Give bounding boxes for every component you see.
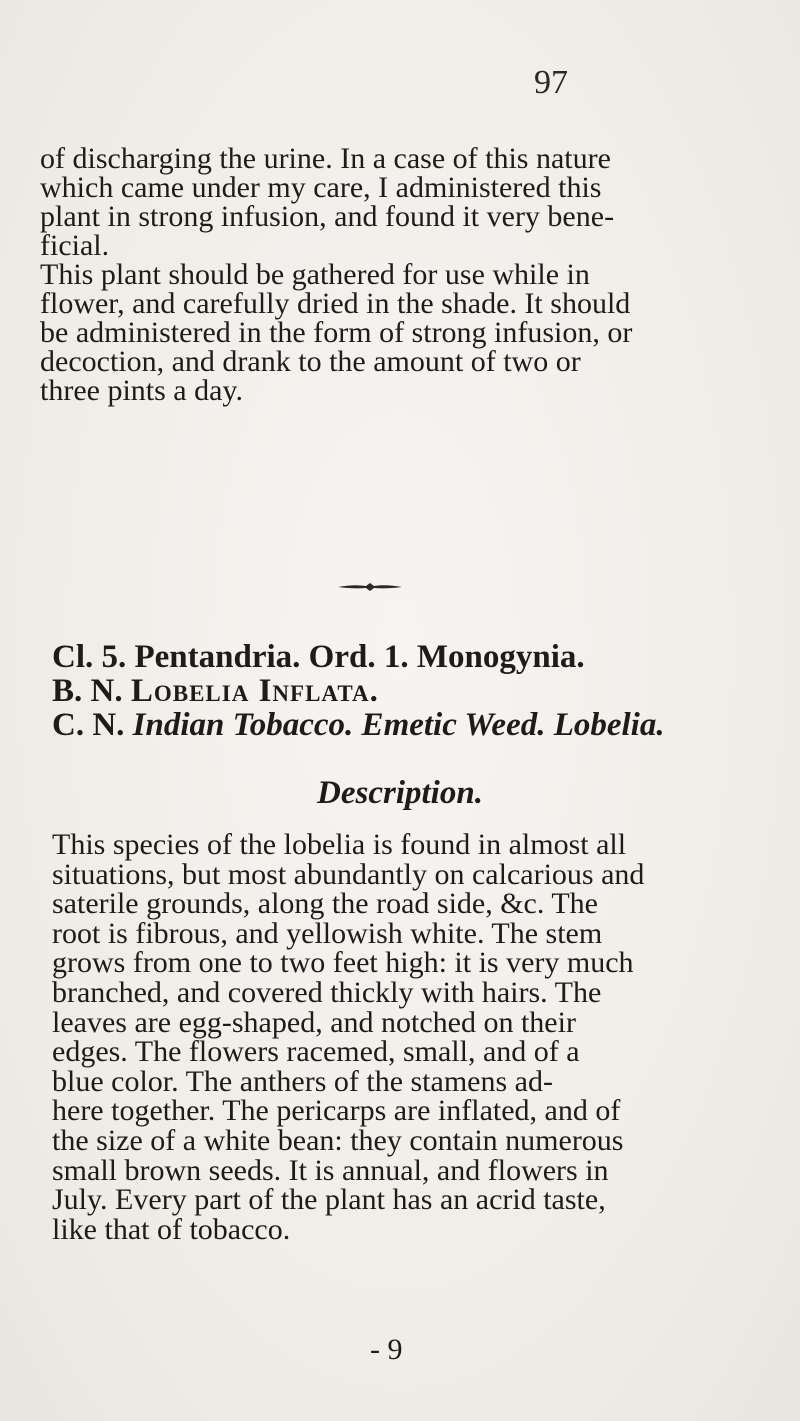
text-line: be administered in the form of strong infusion, or [40,316,633,349]
common-name-prefix: C. N. [52,707,125,743]
signature-mark: - 9 [370,1333,403,1366]
text-line: This species of the lobelia is found in almost all [52,828,627,861]
text-line: of discharging the urine. In a case of this nature [40,142,611,175]
common-name-line [52,708,792,742]
text-line: blue color. The anthers of the stamens ad- [52,1064,553,1098]
text-line: saterile grounds, along the road side, &c. The [52,887,598,921]
text-line: flower, and carefully dried in the shade. It should [40,287,631,320]
text-line: decoction, and drank to the amount of two or [40,345,581,378]
text-line: ficial. [40,229,110,262]
text-line: the size of a white bean: they contain numerous [52,1123,624,1157]
text-line: three pints a day. [40,374,243,407]
text-line: July. Every part of the plant has an acrid taste, [52,1183,606,1217]
opening-text [40,144,786,405]
description-heading: Description. [317,775,483,811]
classification-block [52,640,792,742]
page-number: 97 [534,64,568,101]
text-line: like that of tobacco. [52,1212,291,1246]
botanical-name: Lobelia Inflata. [130,673,379,709]
text-line: branched, and covered thickly with hairs. The [52,975,602,1009]
text-line: leaves are egg-shaped, and notched on their [52,1005,576,1039]
description-text [52,830,788,1244]
text-line: grows from one to two feet high: it is very much [52,946,634,980]
text-line: small brown seeds. It is annual, and flowers in [52,1153,609,1187]
common-names: Indian Tobacco. Emetic Weed. Lobelia. [132,707,665,743]
botanical-name-line [52,674,792,708]
class-order-line: Cl. 5. Pentandria. Ord. 1. Monogynia. [52,639,585,675]
text-line: edges. The flowers racemed, small, and of a [52,1035,580,1069]
text-line: This plant should be gathered for use while in [40,258,590,291]
text-line: which came under my care, I administered this [40,171,602,204]
text-line: situations, but most abundantly on calcarious and [52,857,645,891]
section-divider-ornament [336,578,404,594]
text-line: plant in strong infusion, and found it very bene- [40,200,615,233]
botanical-name-prefix: B. N. [52,673,123,709]
text-line: here together. The pericarps are inflated, and of [52,1094,621,1128]
text-line: root is fibrous, and yellowish white. The stem [52,916,603,950]
